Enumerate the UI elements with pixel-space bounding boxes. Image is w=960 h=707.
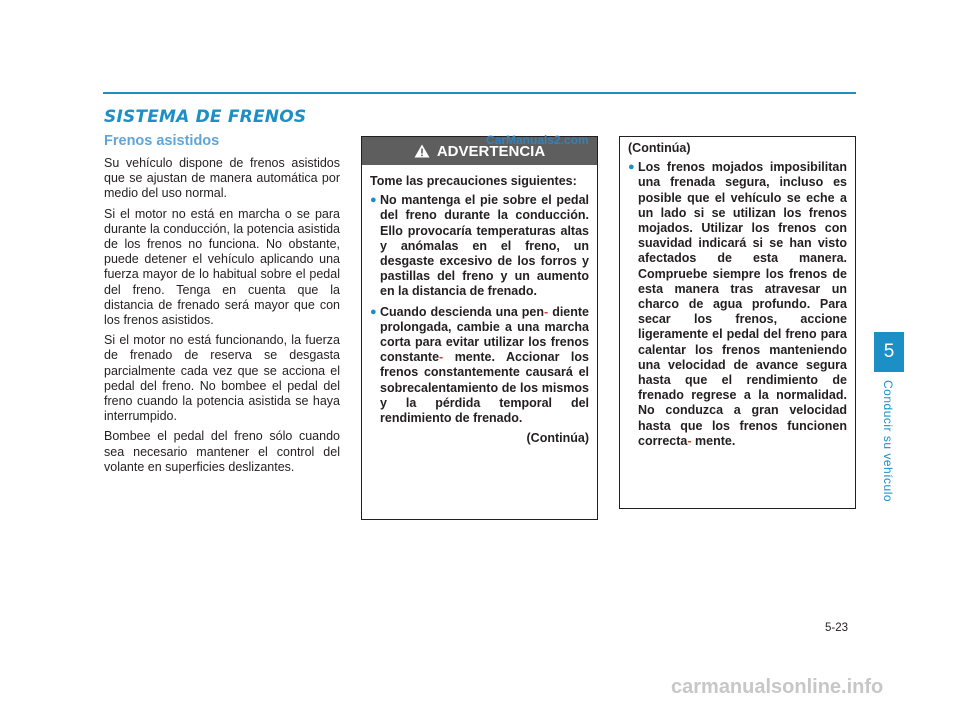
left-column xyxy=(104,133,340,480)
bullet-dot: ● xyxy=(628,161,635,174)
bullet-dot: ● xyxy=(370,305,377,318)
warning-box xyxy=(361,136,598,520)
watermark: CarManuals2.com xyxy=(486,133,589,147)
warning-bullet-text: Cuando descienda una pen- diente prolongada, cambie a una marcha corta para evitar utilizar los frenos constante- mente. Accionar los frenos constantemente causará el sobrecalentamiento de los mismos y la pérdida temporal del rendimiento de frenado. xyxy=(380,304,589,426)
continued-bullet-text: Los frenos mojados imposibilitan una frenada segura, incluso es posible que el vehículo se eche a un lado si se utilizan los frenos mojados. Utilizar los frenos con suavidad indicará si se han visto afectados de esta manera. Compruebe siempre los frenos de esta manera tras atravesar un charco de agua profundo. Para secar los frenos, accione ligeramente el pedal del freno para calentar los frenos manteniendo una velocidad de avance segura hasta que el rendimiento de frenado regrese a la normalidad. No conduzca a gran velocidad hasta que los frenos funcionen correcta- mente. xyxy=(638,160,847,448)
paragraph: Si el motor no está funcionando, la fuerza de frenado de reserva se desgasta parcialmente cada vez que se acciona el pedal del freno. No bombee el pedal del freno cuando la potencia asistida se haya interrumpido. xyxy=(104,333,340,424)
footer-brand: carmanualsonline.info xyxy=(671,676,884,698)
warning-title: ADVERTENCIA xyxy=(436,142,546,160)
bullet-dot: ● xyxy=(370,194,377,207)
subheading: Frenos asistidos xyxy=(104,133,220,149)
continued-heading: (Continúa) xyxy=(628,141,691,155)
chapter-tab: 5 xyxy=(874,332,904,372)
warning-triangle-icon xyxy=(414,144,430,158)
warning-intro: Tome las precauciones siguientes: xyxy=(370,174,577,188)
warning-bullet-item xyxy=(370,193,589,299)
warning-bullet-item xyxy=(370,305,589,427)
top-rule xyxy=(103,92,856,94)
warning-bullet-text: No mantenga el pie sobre el pedal del freno durante la conducción. Ello provocaría temperaturas altas y anómalas en el freno, un desgaste excesivo de los forros y pastillas del freno y un aumento en la distancia de frenado. xyxy=(380,193,589,299)
continued-bullet-item xyxy=(628,160,847,449)
chapter-label: Conducir su vehículo xyxy=(881,380,895,503)
paragraph: Bombee el pedal del freno sólo cuando sea necesario mantener el control del volante en superficies deslizantes. xyxy=(104,429,340,474)
continues-label: (Continúa) xyxy=(526,431,589,446)
paragraph: Su vehículo dispone de frenos asistidos que se ajustan de manera automática por medio del uso normal. xyxy=(104,156,340,201)
continued-body xyxy=(620,137,855,449)
page-number: 5-23 xyxy=(825,622,849,634)
paragraph: Si el motor no está en marcha o se para durante la conducción, la potencia asistida de los frenos no funciona. No obstante, puede detener el vehículo aplicando una fuerza mayor de lo habitual sobre el pedal del freno. Tenga en cuenta que la distancia de frenado será mayor que con los frenos asistidos. xyxy=(104,206,340,328)
continued-box xyxy=(619,136,856,509)
section-title: SISTEMA DE FRENOS xyxy=(104,107,307,127)
warning-body xyxy=(362,165,597,446)
